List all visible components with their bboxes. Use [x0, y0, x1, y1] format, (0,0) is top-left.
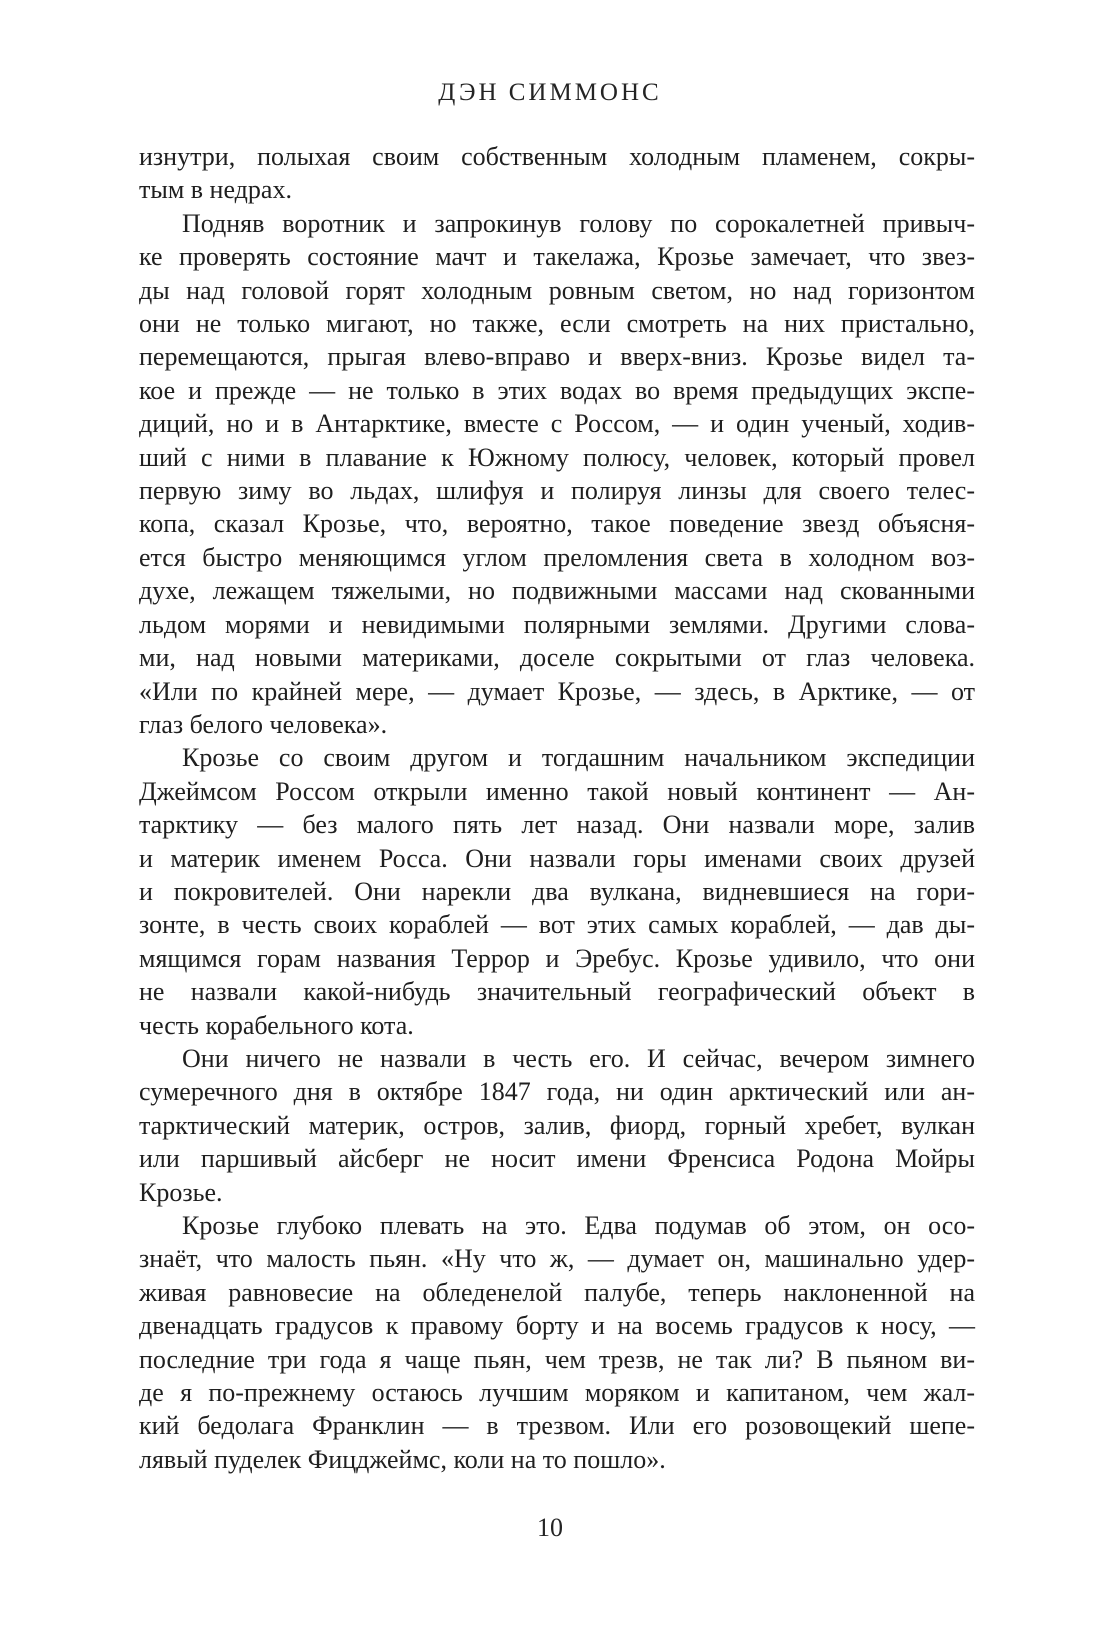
paragraph	[139, 1042, 975, 1209]
text-line: де я по-прежнему остаюсь лучшим моряком и капитаном, чем жал-	[139, 1378, 975, 1408]
text-line: Крозье со своим другом и тогдашним начальником экспедиции	[182, 743, 975, 773]
paragraph	[139, 207, 975, 742]
text-line: духе, лежащем тяжелыми, но подвижными массами над скованными	[139, 576, 975, 606]
text-line: Они ничего не назвали в честь его. И сейчас, вечером зимнего	[182, 1043, 975, 1073]
text-line: диций, но и в Антарктике, вместе с Россом, — и один ученый, ходив-	[139, 409, 975, 439]
text-line: копа, сказал Крозье, что, вероятно, такое поведение звезд объясня-	[139, 509, 975, 539]
text-line: ке проверять состояние мачт и такелажа, Крозье замечает, что звез-	[139, 242, 975, 272]
page-number: 10	[537, 1513, 563, 1542]
text-line: первую зиму во льдах, шлифуя и полируя линзы для своего телес-	[139, 476, 975, 506]
text-line: живая равновесие на обледенелой палубе, теперь наклоненной на	[139, 1277, 975, 1307]
text-line: мящимся горам названия Террор и Эребус. Крозье удивило, что они	[139, 943, 975, 973]
text-line: зонте, в честь своих кораблей — вот этих самых кораблей, — дав ды-	[139, 910, 975, 940]
text-line: глаз белого человека».	[139, 709, 388, 739]
body-text	[139, 140, 975, 1476]
text-line: Крозье глубоко плевать на это. Едва подумав об этом, он осо-	[182, 1211, 975, 1240]
text-line: кий бедолага Франклин — в трезвом. Или его розовощекий шепе-	[139, 1411, 975, 1441]
running-header: ДЭН СИММОНС	[438, 79, 662, 106]
text-line: и материк именем Росса. Они назвали горы именами своих друзей	[139, 843, 975, 873]
text-line: ми, над новыми материками, доселе сокрытыми от глаз человека.	[139, 643, 975, 673]
text-line: сумеречного дня в октябре 1847 года, ни один арктический или ан-	[139, 1077, 975, 1107]
text-line: льдом морями и невидимыми полярными землями. Другими слова-	[139, 609, 975, 639]
text-line: перемещаются, прыгая влево-вправо и вверх-вниз. Крозье видел та-	[139, 342, 975, 372]
text-line: они не только мигают, но также, если смотреть на них пристально,	[139, 309, 975, 339]
text-line: тым в недрах.	[139, 175, 292, 205]
text-line: кое и прежде — не только в этих водах во время предыдущих экспе-	[139, 375, 975, 405]
text-line: ется быстро меняющимся углом преломления света в холодном воз-	[139, 542, 975, 572]
text-line: тарктику — без малого пять лет назад. Они назвали море, залив	[139, 810, 975, 840]
text-line: изнутри, полыхая своим собственным холодным пламенем, сокры-	[139, 142, 975, 171]
text-line: или паршивый айсберг не носит имени Френсиса Родона Мойры	[139, 1144, 975, 1174]
text-line: тарктический материк, остров, залив, фиорд, горный хребет, вулкан	[139, 1110, 975, 1140]
paragraph	[139, 1209, 975, 1476]
text-line: двенадцать градусов к правому борту и на восемь градусов к носу, —	[139, 1311, 975, 1341]
text-line: ды над головой горят холодным ровным светом, но над горизонтом	[139, 275, 975, 305]
text-line: «Или по крайней мере, — думает Крозье, — здесь, в Арктике, — от	[139, 676, 975, 706]
text-line: Крозье.	[139, 1177, 223, 1207]
text-line: ший с ними в плавание к Южному полюсу, человек, который провел	[139, 442, 975, 472]
text-line: Джеймсом Россом открыли именно такой новый континент — Ан-	[139, 776, 975, 806]
text-line: последние три года я чаще пьян, чем трезв, не так ли? В пьяном ви-	[139, 1344, 975, 1374]
text-line: знаёт, что малость пьян. «Ну что ж, — думает он, машинально удер-	[139, 1244, 975, 1274]
paragraph	[139, 741, 975, 1042]
text-line: Подняв воротник и запрокинув голову по сорокалетней привыч-	[182, 208, 975, 238]
text-line: честь корабельного кота.	[139, 1010, 414, 1040]
text-line: не назвали какой-нибудь значительный географический объект в	[139, 977, 975, 1007]
paragraph	[139, 140, 975, 207]
text-line: и покровителей. Они нарекли два вулкана, видневшиеся на гори-	[139, 876, 975, 906]
text-line: лявый пуделек Фицджеймс, коли на то пошло».	[139, 1444, 666, 1474]
